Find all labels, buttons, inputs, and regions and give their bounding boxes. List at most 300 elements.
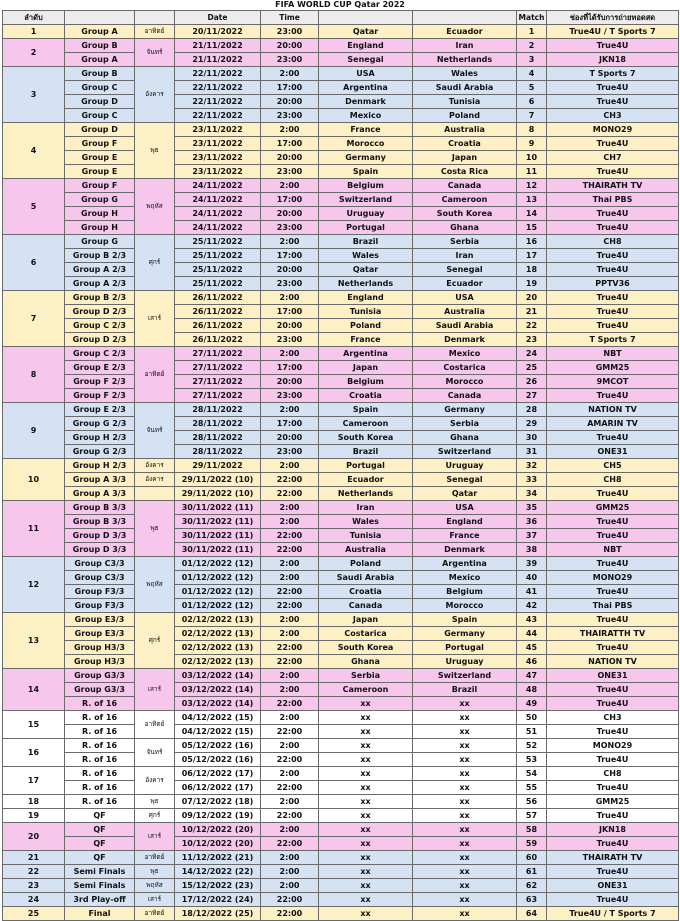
group-cell: QF bbox=[65, 837, 135, 851]
team1-cell: Ecuador bbox=[319, 473, 413, 487]
team2-cell: xx bbox=[413, 809, 517, 823]
team1-cell: Qatar bbox=[319, 263, 413, 277]
time-cell: 22:00 bbox=[261, 907, 319, 921]
team2-cell: Canada bbox=[413, 179, 517, 193]
team1-cell: Japan bbox=[319, 361, 413, 375]
channel-cell: THAIRATH TV bbox=[547, 179, 679, 193]
date-cell: 26/11/2022 bbox=[175, 291, 261, 305]
date-cell: 20/11/2022 bbox=[175, 25, 261, 39]
match-number: 29 bbox=[517, 417, 547, 431]
date-cell: 24/11/2022 bbox=[175, 193, 261, 207]
team1-cell: xx bbox=[319, 809, 413, 823]
channel-cell: PPTV36 bbox=[547, 277, 679, 291]
team1-cell: Poland bbox=[319, 319, 413, 333]
match-row bbox=[3, 473, 679, 487]
team2-cell: xx bbox=[413, 753, 517, 767]
order-number: 16 bbox=[3, 739, 65, 767]
schedule-sheet bbox=[2, 0, 678, 921]
match-row bbox=[3, 193, 679, 207]
date-cell: 27/11/2022 bbox=[175, 347, 261, 361]
group-cell: Final bbox=[65, 907, 135, 921]
match-number: 47 bbox=[517, 669, 547, 683]
time-cell: 23:00 bbox=[261, 333, 319, 347]
day-cell: พุธ bbox=[135, 795, 175, 809]
date-cell: 02/12/2022 (13) bbox=[175, 655, 261, 669]
group-cell: Group A 3/3 bbox=[65, 473, 135, 487]
match-number: 49 bbox=[517, 697, 547, 711]
team1-cell: France bbox=[319, 333, 413, 347]
channel-cell: NATION TV bbox=[547, 655, 679, 669]
match-row bbox=[3, 795, 679, 809]
match-row bbox=[3, 697, 679, 711]
match-number: 37 bbox=[517, 529, 547, 543]
time-cell: 2:00 bbox=[261, 711, 319, 725]
team2-cell: xx bbox=[413, 851, 517, 865]
group-cell: Group B bbox=[65, 67, 135, 81]
channel-cell: Thai PBS bbox=[547, 599, 679, 613]
group-cell: Group B 3/3 bbox=[65, 515, 135, 529]
time-cell: 17:00 bbox=[261, 361, 319, 375]
date-cell: 05/12/2022 (16) bbox=[175, 739, 261, 753]
match-row bbox=[3, 893, 679, 907]
time-cell: 2:00 bbox=[261, 879, 319, 893]
day-cell: เสาร์ bbox=[135, 291, 175, 347]
day-cell bbox=[135, 487, 175, 501]
header-time: Time bbox=[261, 11, 319, 25]
team1-cell: xx bbox=[319, 711, 413, 725]
team1-cell: Qatar bbox=[319, 25, 413, 39]
time-cell: 22:00 bbox=[261, 585, 319, 599]
match-row bbox=[3, 851, 679, 865]
team1-cell: xx bbox=[319, 781, 413, 795]
order-number: 12 bbox=[3, 557, 65, 613]
channel-cell: True4U bbox=[547, 487, 679, 501]
team1-cell: Cameroon bbox=[319, 683, 413, 697]
day-cell: อาทิตย์ bbox=[135, 851, 175, 865]
channel-cell: CH5 bbox=[547, 459, 679, 473]
team2-cell: xx bbox=[413, 725, 517, 739]
sheet-title: FIFA WORLD CUP Qatar 2022 bbox=[275, 0, 405, 9]
time-cell: 20:00 bbox=[261, 263, 319, 277]
date-cell: 29/11/2022 (10) bbox=[175, 473, 261, 487]
team1-cell: xx bbox=[319, 739, 413, 753]
group-cell: Group E3/3 bbox=[65, 613, 135, 627]
order-number: 13 bbox=[3, 613, 65, 669]
team1-cell: Tunisia bbox=[319, 305, 413, 319]
team1-cell: xx bbox=[319, 851, 413, 865]
match-row bbox=[3, 291, 679, 305]
channel-cell: True4U bbox=[547, 893, 679, 907]
group-cell: Group D bbox=[65, 123, 135, 137]
header-group bbox=[65, 11, 135, 25]
match-row bbox=[3, 305, 679, 319]
match-number: 23 bbox=[517, 333, 547, 347]
group-cell: Group H3/3 bbox=[65, 641, 135, 655]
date-cell: 14/12/2022 (22) bbox=[175, 865, 261, 879]
group-cell: Group F bbox=[65, 179, 135, 193]
match-number: 62 bbox=[517, 879, 547, 893]
match-row bbox=[3, 669, 679, 683]
match-number: 64 bbox=[517, 907, 547, 921]
team2-cell: xx bbox=[413, 697, 517, 711]
team2-cell: Croatia bbox=[413, 137, 517, 151]
channel-cell: ONE31 bbox=[547, 669, 679, 683]
header-order: ลำดับ bbox=[3, 11, 65, 25]
team2-cell: Qatar bbox=[413, 487, 517, 501]
date-cell: 27/11/2022 bbox=[175, 375, 261, 389]
match-number: 2 bbox=[517, 39, 547, 53]
match-row bbox=[3, 235, 679, 249]
day-cell: พุธ bbox=[135, 123, 175, 179]
channel-cell: True4U bbox=[547, 137, 679, 151]
group-cell: Group D 3/3 bbox=[65, 529, 135, 543]
group-cell: Group F3/3 bbox=[65, 599, 135, 613]
channel-cell: True4U / T Sports 7 bbox=[547, 25, 679, 39]
time-cell: 23:00 bbox=[261, 445, 319, 459]
match-row bbox=[3, 823, 679, 837]
match-row bbox=[3, 417, 679, 431]
time-cell: 23:00 bbox=[261, 25, 319, 39]
team2-cell: Canada bbox=[413, 389, 517, 403]
day-cell: อังคาร bbox=[135, 67, 175, 123]
group-cell: Group C3/3 bbox=[65, 571, 135, 585]
date-cell: 24/11/2022 bbox=[175, 207, 261, 221]
date-cell: 28/11/2022 bbox=[175, 403, 261, 417]
day-cell: อังคาร bbox=[135, 459, 175, 473]
match-number: 25 bbox=[517, 361, 547, 375]
date-cell: 25/11/2022 bbox=[175, 235, 261, 249]
team1-cell: xx bbox=[319, 767, 413, 781]
group-cell: R. of 16 bbox=[65, 697, 135, 711]
team1-cell: Mexico bbox=[319, 109, 413, 123]
group-cell: Group E 2/3 bbox=[65, 403, 135, 417]
team2-cell: Japan bbox=[413, 151, 517, 165]
match-number: 5 bbox=[517, 81, 547, 95]
channel-cell: True4U bbox=[547, 809, 679, 823]
group-cell: Group F 2/3 bbox=[65, 389, 135, 403]
team2-cell: xx bbox=[413, 837, 517, 851]
channel-cell: MONO29 bbox=[547, 739, 679, 753]
group-cell: Group D bbox=[65, 95, 135, 109]
match-row bbox=[3, 529, 679, 543]
channel-cell: True4U bbox=[547, 865, 679, 879]
date-cell: 22/11/2022 bbox=[175, 95, 261, 109]
time-cell: 2:00 bbox=[261, 291, 319, 305]
date-cell: 25/11/2022 bbox=[175, 263, 261, 277]
team2-cell: xx bbox=[413, 711, 517, 725]
schedule-body bbox=[3, 25, 679, 921]
team2-cell: xx bbox=[413, 739, 517, 753]
match-row bbox=[3, 403, 679, 417]
match-number: 59 bbox=[517, 837, 547, 851]
date-cell: 30/11/2022 (11) bbox=[175, 501, 261, 515]
match-number: 39 bbox=[517, 557, 547, 571]
date-cell: 03/12/2022 (14) bbox=[175, 683, 261, 697]
group-cell: Group F 2/3 bbox=[65, 375, 135, 389]
time-cell: 2:00 bbox=[261, 459, 319, 473]
match-number: 38 bbox=[517, 543, 547, 557]
match-row bbox=[3, 487, 679, 501]
team1-cell: Switzerland bbox=[319, 193, 413, 207]
time-cell: 20:00 bbox=[261, 431, 319, 445]
date-cell: 22/11/2022 bbox=[175, 67, 261, 81]
day-cell: ศุกร์ bbox=[135, 809, 175, 823]
group-cell: R. of 16 bbox=[65, 781, 135, 795]
team1-cell: xx bbox=[319, 865, 413, 879]
time-cell: 22:00 bbox=[261, 837, 319, 851]
channel-cell: True4U bbox=[547, 95, 679, 109]
group-cell: Group G bbox=[65, 235, 135, 249]
team1-cell: Saudi Arabia bbox=[319, 571, 413, 585]
team1-cell: Morocco bbox=[319, 137, 413, 151]
match-number: 55 bbox=[517, 781, 547, 795]
match-row bbox=[3, 179, 679, 193]
date-cell: 30/11/2022 (11) bbox=[175, 515, 261, 529]
match-row bbox=[3, 627, 679, 641]
team1-cell: France bbox=[319, 123, 413, 137]
match-row bbox=[3, 151, 679, 165]
group-cell: Group H bbox=[65, 207, 135, 221]
group-cell: Group D 3/3 bbox=[65, 543, 135, 557]
time-cell: 22:00 bbox=[261, 809, 319, 823]
team1-cell: xx bbox=[319, 697, 413, 711]
date-cell: 23/11/2022 bbox=[175, 151, 261, 165]
order-number: 22 bbox=[3, 865, 65, 879]
team2-cell: xx bbox=[413, 781, 517, 795]
team2-cell: Tunisia bbox=[413, 95, 517, 109]
match-row bbox=[3, 907, 679, 921]
group-cell: Group C 2/3 bbox=[65, 319, 135, 333]
group-cell: Group B bbox=[65, 39, 135, 53]
channel-cell: CH8 bbox=[547, 473, 679, 487]
match-row bbox=[3, 39, 679, 53]
team1-cell: Portugal bbox=[319, 221, 413, 235]
match-number: 43 bbox=[517, 613, 547, 627]
team1-cell: Belgium bbox=[319, 375, 413, 389]
team2-cell: France bbox=[413, 529, 517, 543]
channel-cell: True4U bbox=[547, 291, 679, 305]
time-cell: 22:00 bbox=[261, 781, 319, 795]
day-cell: พุธ bbox=[135, 865, 175, 879]
time-cell: 17:00 bbox=[261, 249, 319, 263]
team1-cell: Denmark bbox=[319, 95, 413, 109]
match-number: 58 bbox=[517, 823, 547, 837]
channel-cell: CH7 bbox=[547, 151, 679, 165]
match-number: 48 bbox=[517, 683, 547, 697]
order-number: 5 bbox=[3, 179, 65, 235]
channel-cell: JKN18 bbox=[547, 823, 679, 837]
date-cell: 02/12/2022 (13) bbox=[175, 627, 261, 641]
group-cell: R. of 16 bbox=[65, 711, 135, 725]
date-cell: 23/11/2022 bbox=[175, 123, 261, 137]
date-cell: 28/11/2022 bbox=[175, 431, 261, 445]
group-cell: Semi Finals bbox=[65, 865, 135, 879]
day-cell: ศุกร์ bbox=[135, 613, 175, 669]
day-cell: อาทิตย์ bbox=[135, 711, 175, 739]
match-number: 4 bbox=[517, 67, 547, 81]
match-number: 36 bbox=[517, 515, 547, 529]
team1-cell: Argentina bbox=[319, 347, 413, 361]
match-number: 52 bbox=[517, 739, 547, 753]
time-cell: 2:00 bbox=[261, 123, 319, 137]
team2-cell: Germany bbox=[413, 627, 517, 641]
day-cell: อาทิตย์ bbox=[135, 25, 175, 39]
date-cell: 10/12/2022 (20) bbox=[175, 823, 261, 837]
match-number: 27 bbox=[517, 389, 547, 403]
time-cell: 22:00 bbox=[261, 725, 319, 739]
day-cell: อังคาร bbox=[135, 473, 175, 487]
channel-cell: MONO29 bbox=[547, 123, 679, 137]
team1-cell: Canada bbox=[319, 599, 413, 613]
group-cell: Group A bbox=[65, 53, 135, 67]
match-number: 15 bbox=[517, 221, 547, 235]
team1-cell: Tunisia bbox=[319, 529, 413, 543]
group-cell: Group C bbox=[65, 109, 135, 123]
time-cell: 17:00 bbox=[261, 81, 319, 95]
channel-cell: True4U bbox=[547, 557, 679, 571]
team1-cell: England bbox=[319, 39, 413, 53]
match-number: 54 bbox=[517, 767, 547, 781]
channel-cell: True4U bbox=[547, 753, 679, 767]
team1-cell: Netherlands bbox=[319, 487, 413, 501]
day-cell: จันทร์ bbox=[135, 403, 175, 459]
day-cell: เสาร์ bbox=[135, 823, 175, 851]
date-cell: 25/11/2022 bbox=[175, 249, 261, 263]
match-number: 20 bbox=[517, 291, 547, 305]
team2-cell: Poland bbox=[413, 109, 517, 123]
channel-cell: True4U bbox=[547, 263, 679, 277]
match-number: 21 bbox=[517, 305, 547, 319]
group-cell: Group A bbox=[65, 25, 135, 39]
time-cell: 22:00 bbox=[261, 529, 319, 543]
match-number: 60 bbox=[517, 851, 547, 865]
group-cell: Group A 3/3 bbox=[65, 487, 135, 501]
team2-cell: Ghana bbox=[413, 431, 517, 445]
time-cell: 20:00 bbox=[261, 95, 319, 109]
date-cell: 22/11/2022 bbox=[175, 81, 261, 95]
group-cell: Group E bbox=[65, 151, 135, 165]
channel-cell: True4U bbox=[547, 319, 679, 333]
match-number: 57 bbox=[517, 809, 547, 823]
match-row bbox=[3, 333, 679, 347]
date-cell: 29/11/2022 (10) bbox=[175, 487, 261, 501]
team2-cell: xx bbox=[413, 823, 517, 837]
date-cell: 25/11/2022 bbox=[175, 277, 261, 291]
group-cell: Group B 2/3 bbox=[65, 291, 135, 305]
team2-cell: England bbox=[413, 515, 517, 529]
group-cell: QF bbox=[65, 851, 135, 865]
group-cell: Group E3/3 bbox=[65, 627, 135, 641]
group-cell: R. of 16 bbox=[65, 795, 135, 809]
match-row bbox=[3, 753, 679, 767]
group-cell: Group D 2/3 bbox=[65, 333, 135, 347]
match-number: 46 bbox=[517, 655, 547, 669]
match-number: 26 bbox=[517, 375, 547, 389]
time-cell: 2:00 bbox=[261, 683, 319, 697]
team2-cell: Saudi Arabia bbox=[413, 81, 517, 95]
group-cell: Group G 2/3 bbox=[65, 445, 135, 459]
channel-cell: CH8 bbox=[547, 235, 679, 249]
time-cell: 2:00 bbox=[261, 179, 319, 193]
match-number: 3 bbox=[517, 53, 547, 67]
date-cell: 15/12/2022 (23) bbox=[175, 879, 261, 893]
order-number: 25 bbox=[3, 907, 65, 921]
time-cell: 2:00 bbox=[261, 613, 319, 627]
match-row bbox=[3, 557, 679, 571]
date-cell: 02/12/2022 (13) bbox=[175, 641, 261, 655]
match-number: 9 bbox=[517, 137, 547, 151]
team1-cell: Cameroon bbox=[319, 417, 413, 431]
time-cell: 22:00 bbox=[261, 697, 319, 711]
channel-cell: True4U bbox=[547, 81, 679, 95]
team1-cell: Senegal bbox=[319, 53, 413, 67]
group-cell: R. of 16 bbox=[65, 739, 135, 753]
team1-cell: Croatia bbox=[319, 389, 413, 403]
date-cell: 22/11/2022 bbox=[175, 109, 261, 123]
header-team1 bbox=[319, 11, 413, 25]
time-cell: 20:00 bbox=[261, 151, 319, 165]
team1-cell: xx bbox=[319, 753, 413, 767]
time-cell: 20:00 bbox=[261, 39, 319, 53]
match-number: 51 bbox=[517, 725, 547, 739]
team1-cell: Netherlands bbox=[319, 277, 413, 291]
team2-cell: Netherlands bbox=[413, 53, 517, 67]
time-cell: 2:00 bbox=[261, 347, 319, 361]
team1-cell: Spain bbox=[319, 403, 413, 417]
team2-cell: Ecuador bbox=[413, 277, 517, 291]
time-cell: 23:00 bbox=[261, 109, 319, 123]
group-cell: QF bbox=[65, 823, 135, 837]
day-cell: เสาร์ bbox=[135, 669, 175, 711]
match-row bbox=[3, 25, 679, 39]
match-row bbox=[3, 837, 679, 851]
match-number: 18 bbox=[517, 263, 547, 277]
match-number: 44 bbox=[517, 627, 547, 641]
time-cell: 23:00 bbox=[261, 221, 319, 235]
team2-cell: Senegal bbox=[413, 473, 517, 487]
time-cell: 2:00 bbox=[261, 67, 319, 81]
team2-cell: Senegal bbox=[413, 263, 517, 277]
time-cell: 2:00 bbox=[261, 515, 319, 529]
team2-cell: Iran bbox=[413, 249, 517, 263]
match-number: 31 bbox=[517, 445, 547, 459]
date-cell: 11/12/2022 (21) bbox=[175, 851, 261, 865]
order-number: 2 bbox=[3, 39, 65, 67]
match-row bbox=[3, 809, 679, 823]
match-row bbox=[3, 515, 679, 529]
time-cell: 23:00 bbox=[261, 165, 319, 179]
team2-cell: Argentina bbox=[413, 557, 517, 571]
date-cell: 05/12/2022 (16) bbox=[175, 753, 261, 767]
order-number: 10 bbox=[3, 459, 65, 501]
channel-cell: True4U bbox=[547, 725, 679, 739]
date-cell: 01/12/2022 (12) bbox=[175, 585, 261, 599]
channel-cell: GMM25 bbox=[547, 501, 679, 515]
match-row bbox=[3, 361, 679, 375]
match-row bbox=[3, 865, 679, 879]
channel-cell: THAIRATTH TV bbox=[547, 627, 679, 641]
match-number: 41 bbox=[517, 585, 547, 599]
time-cell: 23:00 bbox=[261, 389, 319, 403]
date-cell: 26/11/2022 bbox=[175, 333, 261, 347]
date-cell: 28/11/2022 bbox=[175, 417, 261, 431]
team2-cell: USA bbox=[413, 501, 517, 515]
team2-cell: Australia bbox=[413, 123, 517, 137]
team2-cell: Switzerland bbox=[413, 445, 517, 459]
order-number: 21 bbox=[3, 851, 65, 865]
group-cell: 3rd Play-off bbox=[65, 893, 135, 907]
match-row bbox=[3, 711, 679, 725]
